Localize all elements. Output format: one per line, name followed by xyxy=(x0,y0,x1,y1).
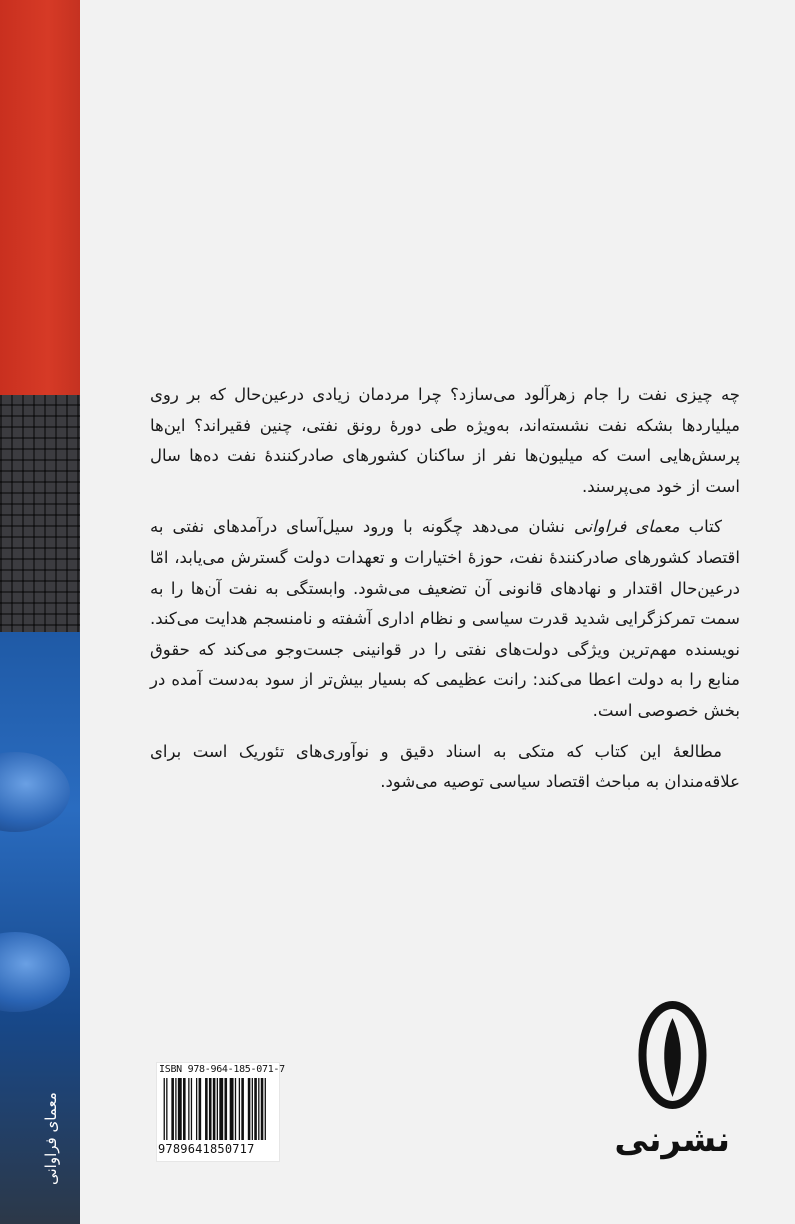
paragraph-text: نشان می‌دهد چگونه با ورود سیل‌آسای درآمدهای نفتی به اقتصاد کشورهای صادرکنندهٔ نفت، حوزهٔ اختیارات و تعهدات دولت گسترش می‌یابد، امّا درعین‌حال اقتدار و نهادهای قانونی آن تضعیف می‌شود. وابستگی به نفت آن‌ها را به سمت تمرکزگرایی شدید قدرت سیاسی و نظام اداری آشفته و نامنسجم هدایت می‌کند. نویسنده مهم‌ترین ویژگی دولت‌های نفتی را در قوانینی جست‌وجو می‌کند که حقوق منابع را به دولت اعطا می‌کند: رانت عظیمی که بسیار بیش‌تر از سود به‌دست آمده در بخش خصوصی است. xyxy=(150,517,740,720)
barcode-bar xyxy=(166,1078,167,1140)
spine-gray-band xyxy=(0,395,80,632)
barcode-bar xyxy=(188,1078,189,1140)
barcode-bar xyxy=(230,1078,234,1140)
barcode-bar xyxy=(265,1078,266,1140)
isbn-label: ISBN 978-964-185-071-7 xyxy=(159,1064,285,1075)
barcode xyxy=(161,1078,275,1140)
spine-blue-band xyxy=(0,632,80,1224)
barcode-digits: 9789641850717 xyxy=(158,1142,255,1156)
barcode-bar xyxy=(261,1078,264,1140)
barcode-bar xyxy=(254,1078,257,1140)
blurb-paragraph xyxy=(150,380,740,502)
barcode-bar xyxy=(183,1078,186,1140)
ney-reed-logo-icon xyxy=(635,1000,710,1110)
barcode-bar xyxy=(258,1078,259,1140)
barcode-bar xyxy=(199,1078,202,1140)
barcode-bar xyxy=(205,1078,208,1140)
barcode-bar xyxy=(241,1078,244,1140)
spine-red-band xyxy=(0,0,80,395)
back-cover-blurb xyxy=(150,380,740,808)
spine-caption: معمای فراوانی xyxy=(42,1092,60,1185)
blurb-paragraph xyxy=(150,737,740,798)
barcode-bar xyxy=(191,1078,192,1140)
barcode-bar xyxy=(175,1078,176,1140)
blue-ring-shape xyxy=(0,752,70,832)
barcode-bar xyxy=(178,1078,182,1140)
barcode-bar xyxy=(219,1078,223,1140)
paragraph-text: چه چیزی نفت را جام زهرآلود می‌سازد؟ چرا مردمان زیادی درعین‌حال که بر روی میلیاردها بشکه نفت نشسته‌اند، به‌ویژه طی دورهٔ رونق نفتی، چنین فقیراند؟ این‌ها پرسش‌هایی است که میلیون‌ها نفر از ساکنان کشورهای صادرکنندهٔ نفت ده‌ها سال است از خود می‌پرسند. xyxy=(150,385,740,496)
barcode-bar xyxy=(196,1078,197,1140)
barcode-bar xyxy=(217,1078,218,1140)
barcode-bar xyxy=(248,1078,251,1140)
blurb-paragraph xyxy=(150,512,740,726)
spine-art-strip xyxy=(0,0,80,1224)
barcode-bar xyxy=(164,1078,165,1140)
paragraph-text: مطالعهٔ این کتاب که متکی به اسناد دقیق و نوآوری‌های تئوریک است برای علاقه‌مندان به مباحث اقتصاد سیاسی توصیه می‌شود. xyxy=(150,741,740,792)
barcode-bar xyxy=(224,1078,227,1140)
barcode-bar xyxy=(235,1078,236,1140)
blue-ring-shape xyxy=(0,932,70,1012)
barcode-bar xyxy=(171,1078,174,1140)
book-title-inline: معمای فراوانی xyxy=(573,517,680,537)
barcode-bar xyxy=(209,1078,212,1140)
isbn-barcode-block xyxy=(156,1062,285,1162)
paragraph-text: کتاب xyxy=(679,517,723,537)
barcode-bar xyxy=(213,1078,216,1140)
barcode-bar xyxy=(239,1078,240,1140)
publisher-name: نشرنی xyxy=(614,1120,730,1160)
barcode-bar xyxy=(252,1078,253,1140)
